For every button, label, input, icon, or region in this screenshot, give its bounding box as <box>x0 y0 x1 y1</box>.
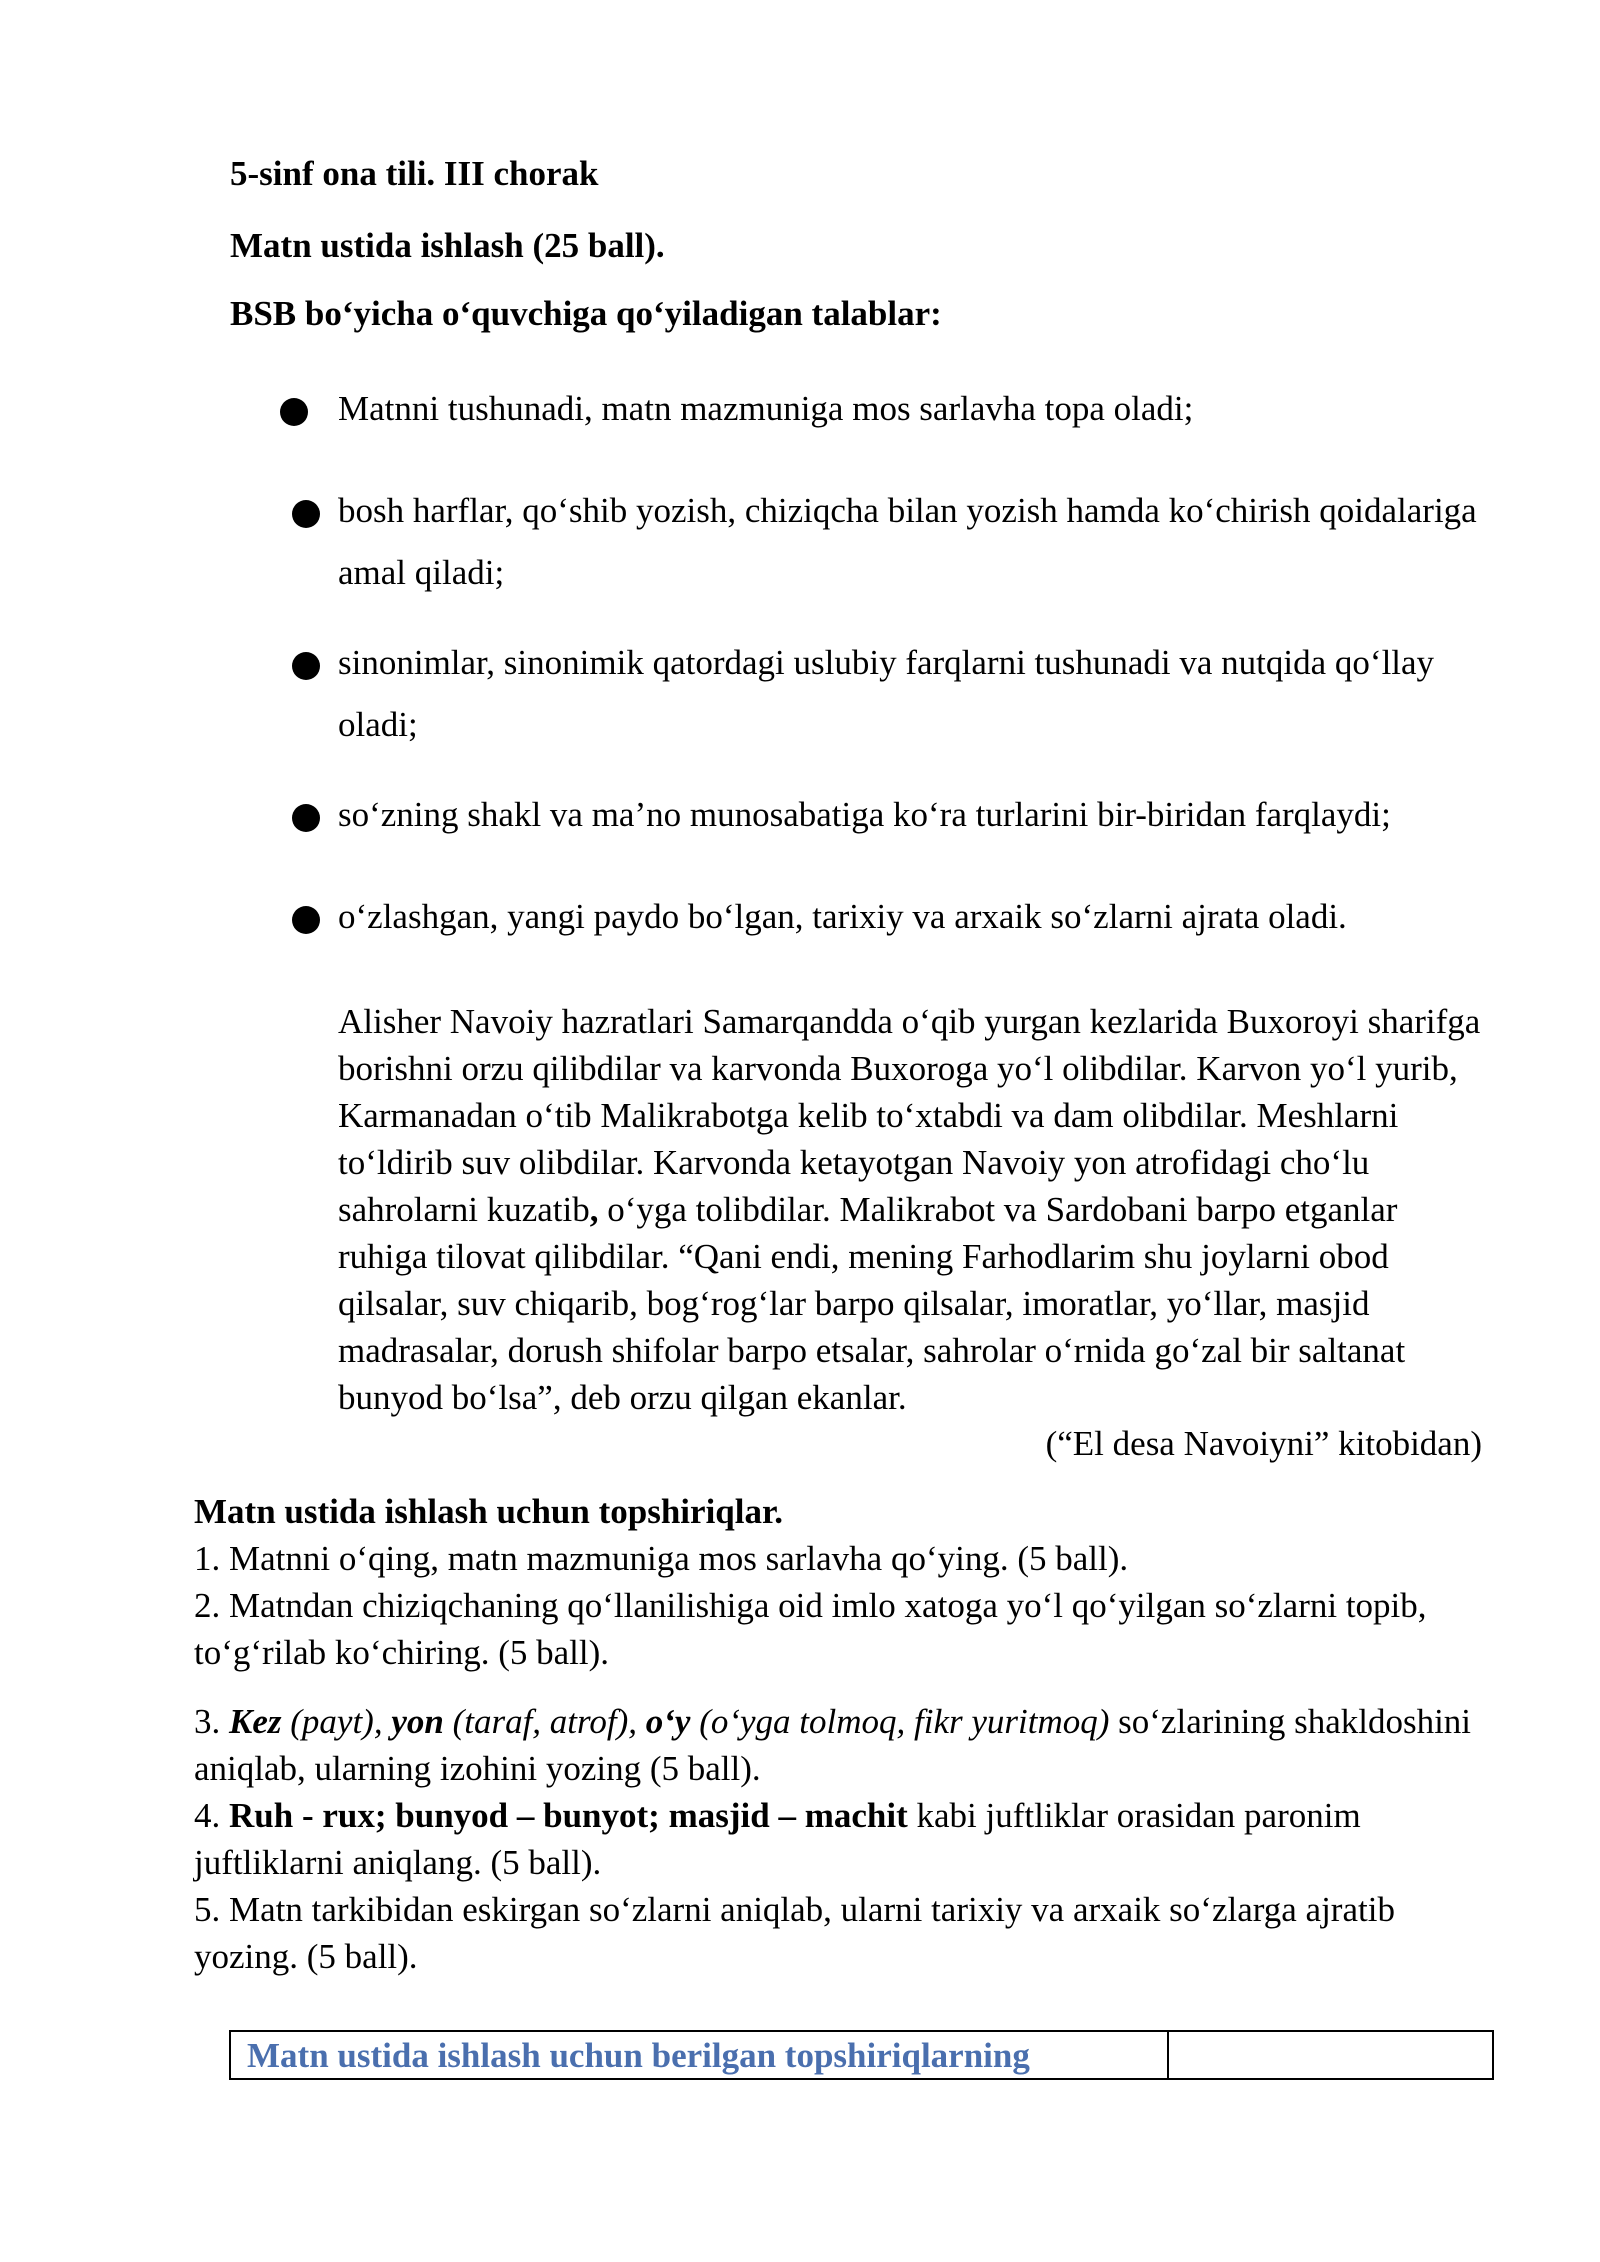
passage-text: o‘yga tolibdilar. Malikrabot va Sardobani barpo etganlar ruhiga tilovat qilibdilar. “Qani endi, mening Farhodlarim shu joylarni obod qilsalar, suv chiqarib, bog‘rog‘lar barpo qilsalar, imoratlar, yo‘llar, masjid madrasalar, dorush shifolar barpo etsalar, sahrolar o‘rnida go‘zal bir saltanat bunyod bo‘lsa”, deb orzu qilgan ekanlar. <box>338 1190 1406 1417</box>
passage-source: (“El desa Navoiyni” kitobidan) <box>1045 1424 1482 1463</box>
list-item <box>280 378 1510 440</box>
task-text: kabi juftliklar orasidan paronim juftliklarni aniqlang. (5 ball). <box>194 1796 1361 1882</box>
task-gloss: (o‘yga tolmoq, fikr yuritmoq) <box>690 1702 1110 1741</box>
bullet-icon <box>292 500 320 528</box>
requirement-text: sinonimlar, sinonimik qatordagi uslubiy farqlarni tushunadi va nutqida qo‘llay oladi; <box>338 643 1435 744</box>
passage-comma: , <box>589 1190 599 1229</box>
task-keyword: yon <box>391 1702 444 1741</box>
requirement-text: o‘zlashgan, yangi paydo bo‘lgan, tarixiy va arxaik so‘zlarni ajrata oladi. <box>338 897 1347 936</box>
bullet-icon <box>292 906 320 934</box>
table-cell: Matn ustida ishlash uchun berilgan topshiriqlarning <box>231 2032 1169 2078</box>
bullet-icon <box>280 398 308 426</box>
requirement-text: Matnni tushunadi, matn mazmuniga mos sarlavha topa oladi; <box>338 389 1194 428</box>
reading-passage <box>338 998 1488 1421</box>
task-number: 3. <box>194 1702 229 1741</box>
task-keyword: o‘y <box>645 1702 691 1741</box>
requirement-text: so‘zning shakl va ma’no munosabatiga ko‘ra turlarini bir-biridan farqlaydi; <box>338 795 1391 834</box>
document-subtitle: Matn ustida ishlash (25 ball). <box>230 226 665 265</box>
list-item <box>280 784 1510 846</box>
task-item: 1. Matnni o‘qing, matn mazmuniga mos sarlavha qo‘ying. (5 ball). <box>194 1539 1129 1578</box>
task-number: 4. <box>194 1796 229 1835</box>
task-text: so‘zlarining shakldoshini aniqlab, ularning izohini yozing (5 ball). <box>194 1702 1472 1788</box>
bullet-icon <box>292 804 320 832</box>
tasks-heading: Matn ustida ishlash uchun topshiriqlar. <box>194 1492 784 1531</box>
list-item <box>280 480 1510 604</box>
task-item: 5. Matn tarkibidan eskirgan so‘zlarni aniqlab, ularni tarixiy va arxaik so‘zlarga ajratib yozing. (5 ball). <box>194 1890 1395 1976</box>
tasks-list <box>194 1535 1504 1980</box>
list-item <box>280 632 1510 756</box>
assessment-table <box>229 2030 1494 2080</box>
document-title: 5-sinf ona tili. III chorak <box>230 154 599 193</box>
task-item <box>194 1698 1504 1792</box>
requirement-text: bosh harflar, qo‘shib yozish, chiziqcha bilan yozish hamda ko‘chirish qoidalariga amal qiladi; <box>338 491 1477 592</box>
requirements-heading: BSB bo‘yicha o‘quvchiga qo‘yiladigan talablar: <box>230 294 942 333</box>
task-item <box>194 1792 1504 1886</box>
bullet-icon <box>292 652 320 680</box>
task-keyword: Ruh - rux; bunyod – bunyot; masjid – machit <box>229 1796 908 1835</box>
task-gloss: (payt), <box>281 1702 392 1741</box>
task-item: 2. Matndan chiziqchaning qo‘llanilishiga oid imlo xatoga yo‘l qo‘yilgan so‘zlarni topib, to‘g‘rilab ko‘chiring. (5 ball). <box>194 1586 1427 1672</box>
task-keyword: Kez <box>229 1702 282 1741</box>
table-cell <box>1169 2032 1492 2078</box>
passage-text: Alisher Navoiy hazratlari Samarqandda o‘qib yurgan kezlarida Buxoroyi sharifga borishni orzu qilibdilar va karvonda Buxoroga yo‘l olibdilar. Karvon yo‘l yurib, Karmanadan o‘tib Malikrabotga kelib to‘xtabdi va dam olibdilar. Meshlarni to‘ldirib suv olibdilar. Karvonda ketayotgan Navoiy yon atrofidagi cho‘lu sahrolarni kuzatib <box>338 1002 1481 1229</box>
requirements-list <box>280 378 1510 948</box>
task-gloss: (taraf, atrof), <box>443 1702 646 1741</box>
list-item <box>280 886 1510 948</box>
